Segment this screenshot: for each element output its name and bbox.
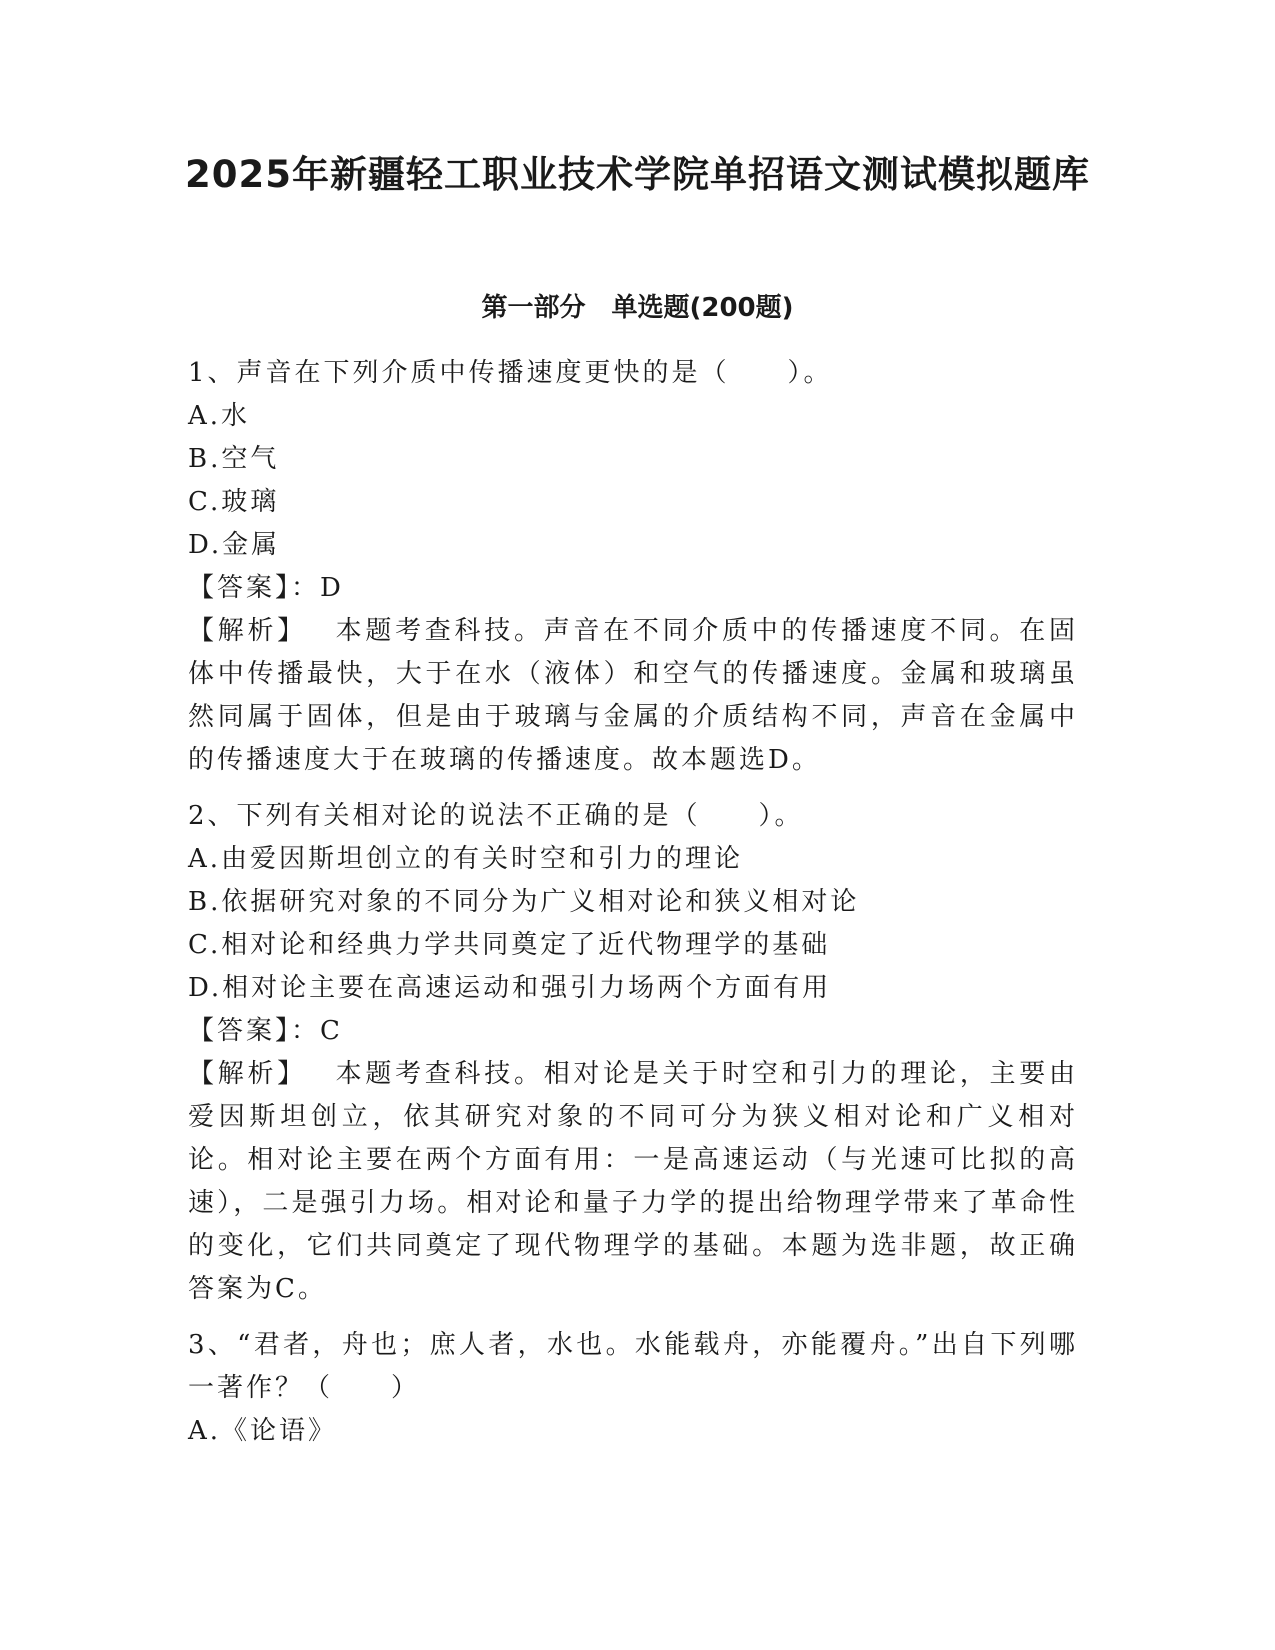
document-title: 2025年新疆轻工职业技术学院单招语文测试模拟题库 [185,153,1090,196]
answer-value: C [320,1016,343,1046]
answer-label: 【答案】： [188,573,321,603]
answer-line [188,567,1078,610]
option-b: B.依据研究对象的不同分为广义相对论和狭义相对论 [188,887,860,917]
section-title: 第一部分 单选题(200题) [481,293,794,323]
analysis-label: 【解析】 [188,616,307,646]
option-a: A.由爱因斯坦创立的有关时空和引力的理论 [188,844,744,874]
answer-value: D [320,573,344,603]
analysis-paragraph [188,610,1078,782]
option-a: A.《论语》 [188,1416,338,1446]
question-1 [188,352,1078,782]
question-stem: 1、声音在下列介质中传播速度更快的是（ ）。 [188,358,833,388]
analysis-label: 【解析】 [188,1059,307,1089]
question-list [188,352,1078,1466]
question-stem: 3、“君者，舟也；庶人者，水也。水能载舟，亦能覆舟。”出自下列哪一著作？（ ） [188,1330,1078,1403]
option-b: B.空气 [188,444,280,474]
question-stem: 2、下列有关相对论的说法不正确的是（ ）。 [188,801,804,831]
answer-label: 【答案】： [188,1016,321,1046]
answer-line [188,1010,1078,1053]
analysis-text: 本题考查科技。相对论是关于时空和引力的理论，主要由爱因斯坦创立，依其研究对象的不同可分为狭义相对论和广义相对论。相对论主要在两个方面有用：一是高速运动（与光速可比拟的高速），二是强引力场。相对论和量子力学的提出给物理学带来了革命性的变化，它们共同奠定了现代物理学的基础。本题为选非题，故正确答案为C。 [188,1059,1078,1304]
option-c: C.玻璃 [188,487,280,517]
option-c: C.相对论和经典力学共同奠定了近代物理学的基础 [188,930,831,960]
analysis-text: 本题考查科技。声音在不同介质中的传播速度不同。在固体中传播最快，大于在水（液体）和空气的传播速度。金属和玻璃虽然同属于固体，但是由于玻璃与金属的介质结构不同，声音在金属中的传播速度大于在玻璃的传播速度。故本题选D。 [188,616,1078,775]
analysis-paragraph [188,1053,1078,1311]
option-a: A.水 [188,401,251,431]
option-d: D.金属 [188,530,281,560]
option-d: D.相对论主要在高速运动和强引力场两个方面有用 [188,973,832,1003]
question-2 [188,795,1078,1311]
question-3 [188,1324,1078,1453]
